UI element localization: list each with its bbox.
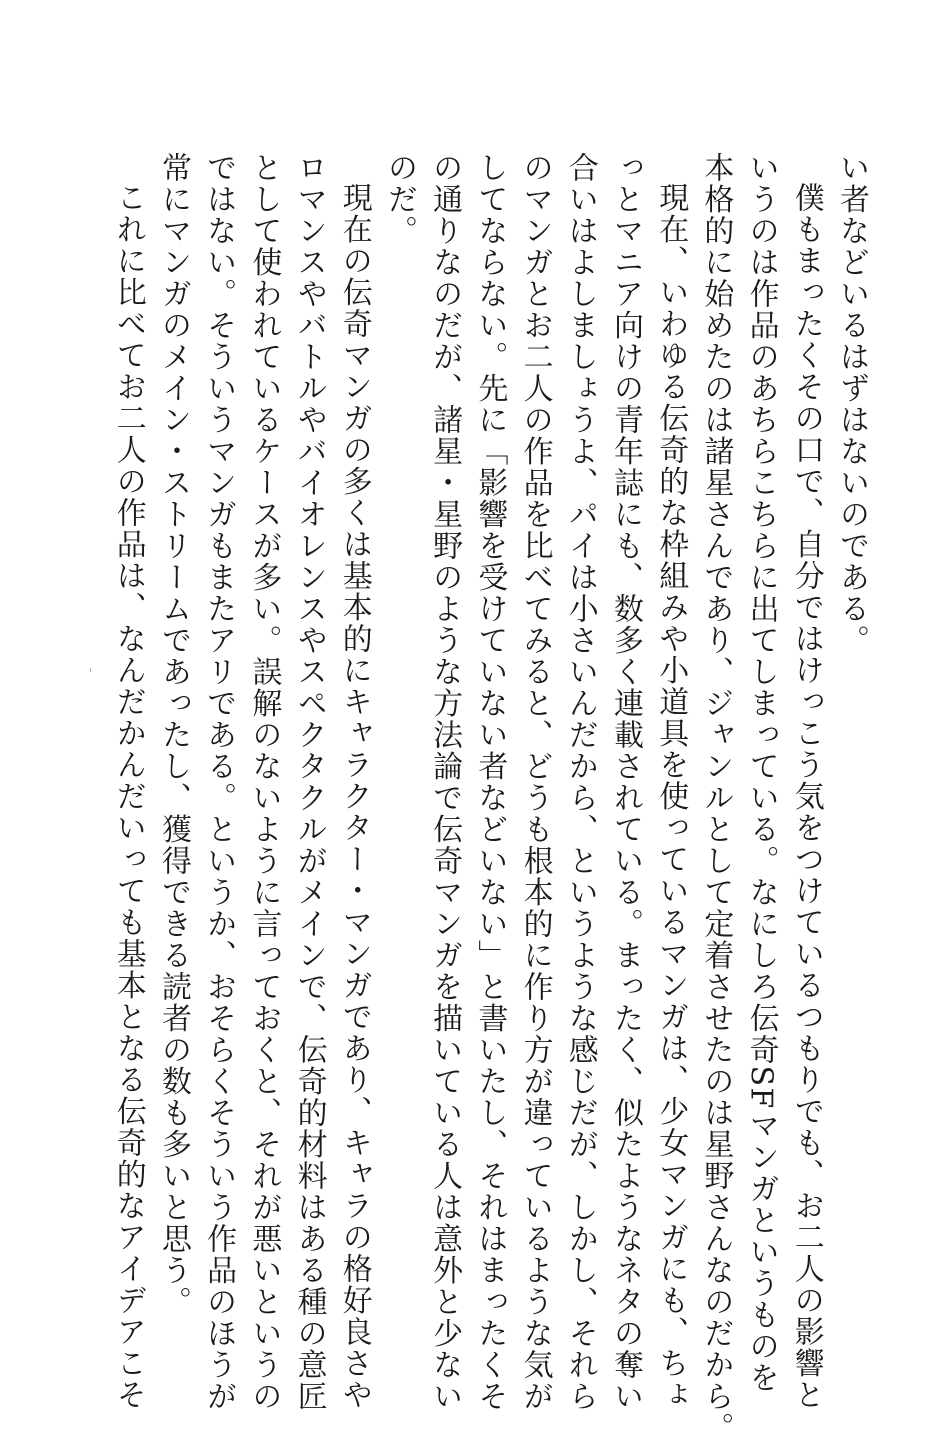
text-line: 僕もまったくその口で、自分ではけっこう気をつけているつもりでも、お二人の影響と bbox=[788, 182, 824, 1411]
text-line: これに比べてお二人の作品は、なんだかんだいっても基本となる伝奇的なアイデアこそ bbox=[110, 182, 146, 1411]
vertical-text-body bbox=[54, 152, 874, 1444]
text-line: 現在、いわゆる伝奇的な枠組みや小道具を使っているマンガは、少女マンガにも、ちょ bbox=[653, 182, 689, 1411]
text-line: 本格的に始めたのは諸星さんであり、ジャンルとして定着させたのは星野さんなのだから。 bbox=[698, 152, 734, 1444]
text-line: いうのは作品のあちらこちらに出てしまっている。なにしろ伝奇SFマンガというものを bbox=[743, 152, 779, 1394]
text-line: の通りなのだが、諸星・星野のような方法論で伝奇マンガを描いている人は意外と少ない bbox=[427, 152, 463, 1412]
text-line: として使われているケースが多い。誤解のないように言っておくと、それが悪いというの bbox=[246, 152, 282, 1412]
text-line: のマンガとお二人の作品を比べてみると、どうも根本的に作り方が違っているような気が bbox=[517, 152, 553, 1412]
scan-speck bbox=[90, 668, 91, 672]
text-line: い者などいるはずはないのである。 bbox=[834, 152, 869, 656]
text-line: 常にマンガのメイン・ストリームであったし、獲得できる読者の数も多いと思う。 bbox=[155, 152, 191, 1318]
text-line: ではない。そういうマンガもまたアリである。というか、おそらくそういう作品のほうが bbox=[201, 152, 237, 1412]
text-line: してならない。先に「影響を受けていない者などいない」と書いたし、それはまったくそ bbox=[472, 152, 508, 1412]
text-line: 合いはよしましょうよ、パイは小さいんだから、というような感じだが、しかし、それら bbox=[562, 152, 598, 1412]
text-line: ロマンスやバトルやバイオレンスやスペクタクルがメインで、伝奇的材料はある種の意匠 bbox=[291, 152, 327, 1412]
text-line: 現在の伝奇マンガの多くは基本的にキャラクター・マンガであり、キャラの格好良さや bbox=[336, 182, 372, 1411]
text-line: のだ。 bbox=[381, 152, 417, 247]
text-line: っとマニア向けの青年誌にも、数多く連載されている。まったく、似たようなネタの奪い bbox=[607, 152, 643, 1412]
